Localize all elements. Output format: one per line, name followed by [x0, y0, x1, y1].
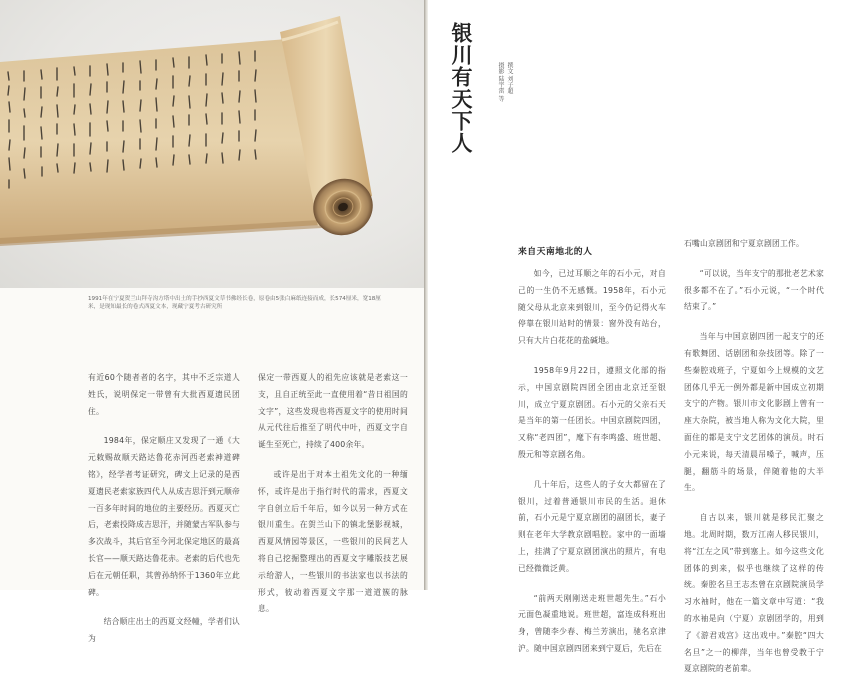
photographer-credit: 摄影 陆宇雷 等: [497, 62, 504, 102]
paragraph: 有近60个随者者的名字，其中不乏宗道人姓氏，说明保定一带曾有大批西夏遗民团住。: [88, 373, 240, 416]
left-body-column-1: [88, 370, 240, 661]
paragraph: 几十年后，这些人的子女大都留在了银川，过着普通银川市民的生活。退休前，石小元是宁夏京剧团的副团长，妻子则在老年大学教京剧唱腔。家中的一面墙上，挂满了宁夏京剧团演出的照片，有电已经微微泛黄。: [518, 479, 666, 573]
paragraph: 当年与中国京剧四团一起支宁的还有歌舞团、话剧团和杂技团等。除了一些秦腔戏班子，宁夏如今上规模的文艺团体几乎无一例外都是新中国成立初期支宁的产物。银川市文化影剧上曾有一座大杂院，被当地人称为文化大院，里面住的都是支宁文艺团体的演员。时石小元来说，每天清晨吊嗓子，喊声，压腿，翻筋斗的场景，伴随着他的大半生。: [684, 332, 824, 493]
paragraph: 1984年，保定顺庄又发现了一通《大元敕赐故顺天路达鲁花赤河西老索神道碑铭》，经学者考证研究，碑文上记录的是西夏遗民老索家族四代人从成吉思汗到元顺帝一百多年时间的地位的主要经历。西夏灭亡后，老索投降成吉思汗，并随蒙古军队参与多次战斗，其后官至今河北保定地区的最高长官——顺天路达鲁花赤。老索的后代也先后在元朝任职，其曾孙纳怀于1360年立此碑。: [88, 436, 240, 597]
paragraph: 如今，已过耳顺之年的石小元，对自己的一生仍不无感慨。1958年，石小元随父母从北京来到银川，至今仍记得火车停靠在银川站时的情景：窗外没有站台，只有大片白花花的盐碱地。: [518, 269, 666, 346]
paragraph: 或许是出于对本土祖先文化的一种缅怀，或许是出于指行时代的需求，西夏文字自创立后千年后，如今以另一种方式在银川重生。在贺兰山下的镇北堡影视城，西夏风情园等景区，一些银川的民间艺人将自己挖掘整理出的西夏文字雕版技艺展示给游人，一些银川的书法家也以书法的形式，彼动着西夏文字那一道道簇的脉息。: [258, 469, 408, 614]
article-credits: [496, 62, 514, 102]
left-page: [0, 0, 424, 644]
section-heading: 来自天南地北的人: [518, 247, 593, 257]
paragraph: “前两天刚刚送走班世超先生。”石小元面色凝重地说。班世超，富连成科班出身，曾随李少春、梅兰芳演出，驰名京津沪。随中国京剧四团来到宁夏后，先后在: [518, 593, 666, 653]
photo-caption: 1991年在宁夏贺兰山拜寺沟方塔中出土的手抄西夏文草书佛经长卷，原卷由5张白麻纸连接而成，长574厘米，宽18厘米，是现知最长的卷式西夏文本，现藏宁夏考古研究所: [88, 296, 381, 310]
right-body-column-2: [684, 236, 824, 691]
paragraph: 保定一带西夏人的祖先应该就是老索这一支，且自正统至此一直使用着“昔日祖国的文字”，这些发现也将西夏文字的使用时间从元代往后推至了明代中叶，西夏文字自诞生至死亡，持续了400余年。: [258, 373, 408, 450]
paragraph: 自古以来，银川就是移民汇聚之地。北周时期，数万江南人移民银川，将“江左之风”带到塞上。如今这些文化团体的到来，似乎也继续了这样的传统。秦腔名旦王志杰曾在京剧院演员学习水袖时，他在一篇文章中写道：“我的水袖是向（宁夏）京剧团学的，用到了《游君戏宫》这出戏中。”秦腔“四大名旦”之一的柳萍，当年也曾受教于宁夏京剧院的老前辈。: [684, 513, 824, 674]
paragraph: 石嘴山京剧团和宁夏京剧团工作。: [684, 239, 804, 248]
writer-credit: 撰文 刘子超: [506, 62, 513, 94]
paragraph: “可以说，当年支宁的那批老艺术家很多都不在了。”石小元说，“一个时代结束了。”: [684, 268, 824, 312]
paragraph: 结合顺庄出土的西夏文经幢，学者们认为: [88, 617, 240, 644]
scroll-photo: [0, 0, 424, 288]
paragraph: 1958年9月22日，遵照文化部的指示，中国京剧院四团全团由北京迁至银川，成立宁夏京剧团。石小元的父亲石天是当年的第一任团长。中国京剧院四团，又称“老四团”，麾下有李鸣盛、班世超、殷元和等京剧名角。: [518, 365, 666, 459]
right-body-column-1: [518, 266, 666, 671]
tangut-scroll-image: [0, 0, 424, 288]
article-title: 银川有天下人: [449, 22, 474, 154]
left-body-column-2: [258, 370, 408, 631]
